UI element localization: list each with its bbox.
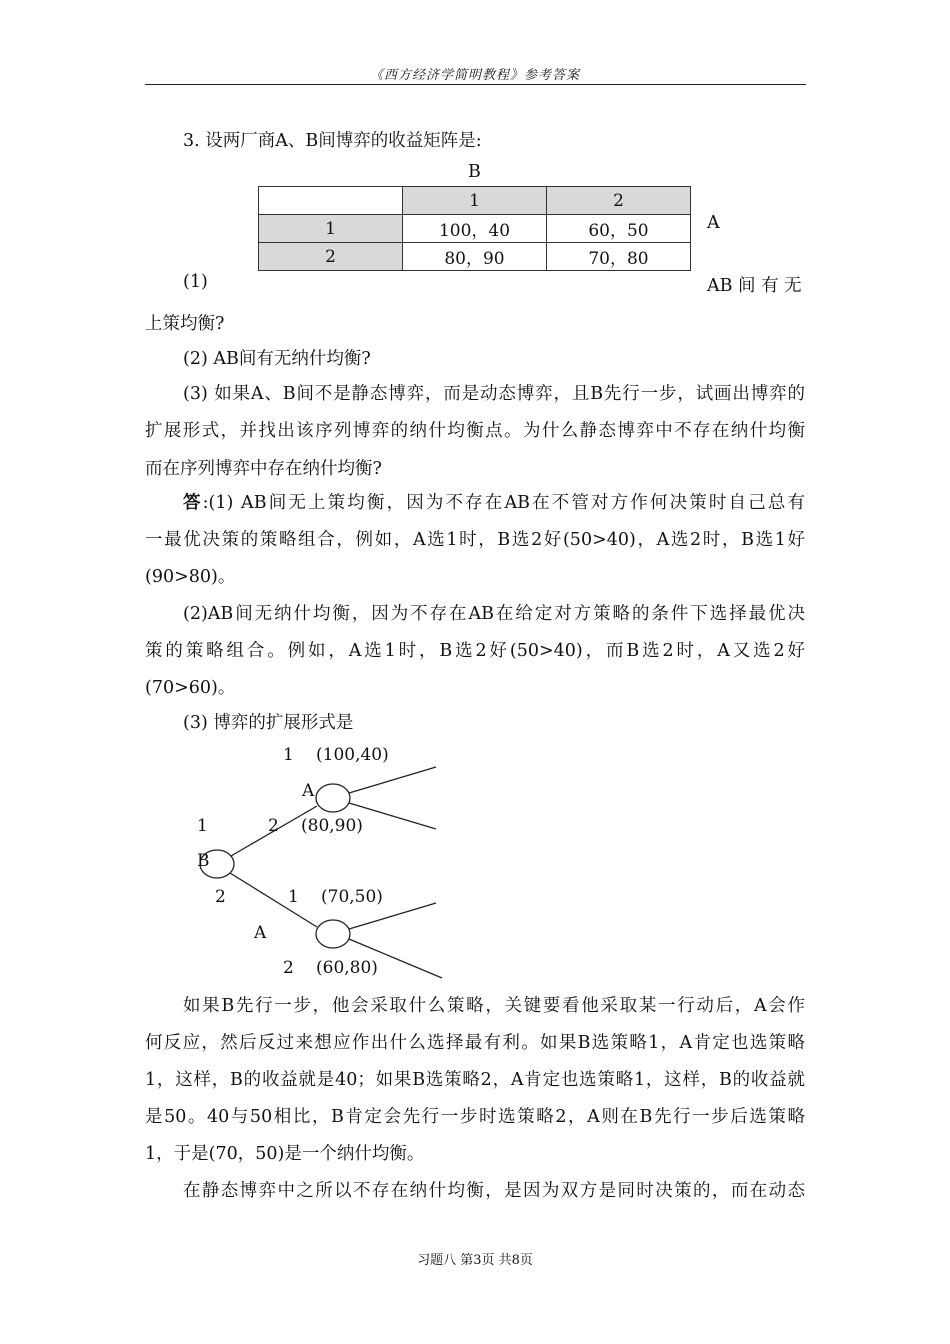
q1-number: (1) — [183, 272, 208, 292]
table-cell: 70，80 — [547, 243, 691, 271]
payoff-1-2: (80,90) — [301, 816, 363, 836]
question-intro: 3. 设两厂商A、B间博弈的收益矩阵是: — [183, 131, 482, 151]
payoff-2-2: (60,80) — [316, 958, 378, 978]
explanation-line-3: 1，这样，B的收益就是40；如果B选策略2，A肯定也选策略1，这样，B的收益就 — [145, 1070, 805, 1090]
b-branch-1-label: 1 — [197, 816, 208, 836]
q1-right-text: AB 间 有 无 — [707, 276, 802, 296]
b-branch-2-label: 2 — [215, 887, 226, 907]
page-header: 《西方经济学简明教程》参考答案 — [369, 68, 580, 83]
answer-1-text: :(1) AB间无上策均衡，因为不存在AB在不管对方作何决策时自己总有 — [202, 493, 806, 513]
table-row — [259, 215, 691, 243]
answer-1-line-2: 一最优决策的策略组合，例如，A选1时，B选2好(50>40)，A选2时，B选1好 — [145, 530, 805, 550]
decision-node-a-top — [316, 784, 350, 812]
payoff-matrix — [258, 186, 691, 271]
header-rule — [145, 84, 806, 85]
decision-node-a-bottom — [316, 920, 350, 948]
player-a-label: A — [707, 213, 720, 233]
answer-2-line-3: (70>60)。 — [145, 678, 236, 698]
answer-2-line-1: (2)AB间无纳什均衡，因为不存在AB在给定对方策略的条件下选择最优决 — [183, 604, 805, 624]
node-a-bottom-label: A — [254, 923, 267, 943]
game-tree-diagram — [190, 740, 460, 990]
node-a-top-label: A — [302, 781, 315, 801]
page-footer: 习题八 第3页 共8页 — [417, 1253, 533, 1268]
bottom-branch-1-label: 1 — [288, 887, 299, 907]
answer-1-line-3: (90>80)。 — [145, 567, 236, 587]
row-header-2: 2 — [259, 243, 403, 271]
payoff-2-1: (70,50) — [321, 887, 383, 907]
explanation-line-6: 在静态博弈中之所以不存在纳什均衡，是因为双方是同时决策的，而在动态 — [183, 1181, 805, 1201]
explanation-line-5: 1，于是(70，50)是一个纳什均衡。 — [145, 1144, 425, 1164]
answer-1-line-1 — [183, 489, 805, 514]
table-cell: 60，50 — [547, 215, 691, 243]
explanation-line-2: 何反应，然后反过来想应作出什么选择最有利。如果B选策略1，A肯定也选策略 — [145, 1033, 805, 1053]
player-b-label: B — [468, 162, 481, 182]
top-branch-2-label: 2 — [268, 816, 279, 836]
answer-label: 答 — [183, 493, 203, 513]
explanation-line-4: 是50。40与50相比，B肯定会先行一步时选策略2，A则在B先行一步后选策略 — [145, 1107, 805, 1127]
top-branch-1-label: 1 — [283, 745, 294, 765]
q3-line-2: 扩展形式，并找出该序列博弈的纳什均衡点。为什么静态博弈中不存在纳什均衡 — [145, 421, 805, 441]
answer-2-line-2: 策的策略组合。例如，A选1时，B选2好(50>40)，而B选2时，A又选2好 — [145, 641, 805, 661]
payoff-1-1: (100,40) — [316, 745, 389, 765]
q3-line-3: 而在序列博弈中存在纳什均衡? — [145, 459, 382, 479]
table-header-row — [259, 187, 691, 215]
col-header-1: 1 — [403, 187, 547, 215]
col-header-2: 2 — [547, 187, 691, 215]
table-cell: 100，40 — [403, 215, 547, 243]
table-corner-cell — [259, 187, 403, 215]
branch-b-2 — [230, 873, 317, 927]
q2-text: (2) AB间有无纳什均衡? — [183, 349, 371, 369]
q1-continued: 上策均衡? — [145, 314, 225, 334]
table-cell: 80，90 — [403, 243, 547, 271]
bottom-branch-2-label: 2 — [283, 958, 294, 978]
root-label: B — [197, 851, 210, 871]
answer-3-intro: (3) 博弈的扩展形式是 — [183, 713, 354, 733]
explanation-line-1: 如果B先行一步，他会采取什么策略，关键要看他采取某一行动后，A会作 — [183, 996, 805, 1016]
q3-line-1: (3) 如果A、B间不是静态博弈，而是动态博弈，且B先行一步，试画出博弈的 — [183, 384, 805, 404]
row-header-1: 1 — [259, 215, 403, 243]
table-row — [259, 243, 691, 271]
branch-top-1 — [349, 767, 436, 793]
